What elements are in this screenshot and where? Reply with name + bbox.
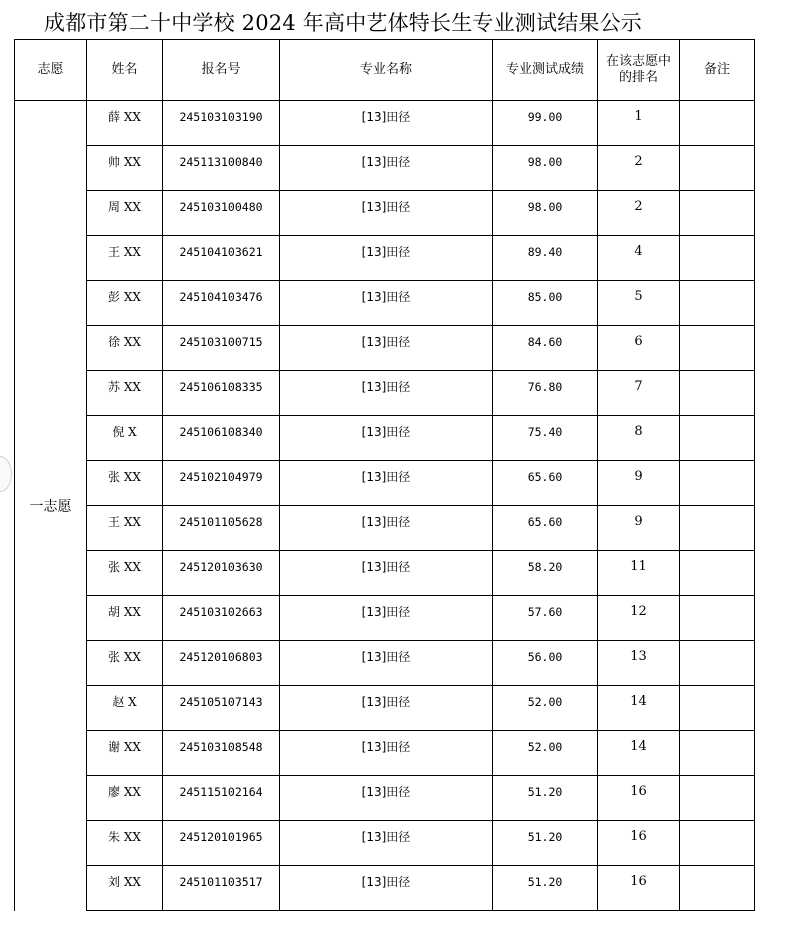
reg-no-cell: [163, 776, 280, 821]
major-cell: [280, 146, 493, 191]
name-cell: [87, 776, 163, 821]
score-cell: [493, 146, 598, 191]
remark-cell: [680, 866, 755, 911]
rank-cell: [598, 281, 680, 326]
score-cell-text: 85.00: [527, 290, 563, 304]
rank-cell-text: 16: [630, 829, 647, 844]
major-cell-text: [13]田径: [361, 425, 411, 439]
table-row: [15, 551, 755, 596]
remark-cell-text: [680, 731, 754, 740]
remark-cell-text: [680, 236, 754, 245]
rank-cell: [598, 371, 680, 416]
name-cell-text: 张 XX: [108, 650, 141, 664]
major-cell: [280, 281, 493, 326]
reg-no-cell: [163, 506, 280, 551]
major-cell-text: [13]田径: [361, 650, 411, 664]
score-cell-text: 52.00: [527, 695, 563, 709]
table-row: [15, 191, 755, 236]
major-cell-text: [13]田径: [361, 785, 411, 799]
reg-no-cell-text: 245103100715: [179, 335, 263, 349]
rank-cell-text: 8: [634, 424, 643, 439]
reg-no-cell: [163, 461, 280, 506]
major-cell: [280, 596, 493, 641]
score-cell: [493, 236, 598, 281]
name-cell-text: 廖 XX: [108, 785, 141, 799]
major-cell-text: [13]田径: [361, 200, 411, 214]
rank-cell: [598, 506, 680, 551]
name-cell-text: 苏 XX: [108, 380, 141, 394]
header-rank-line1: 在该志愿中: [605, 54, 671, 69]
name-cell-text: 周 XX: [108, 200, 141, 214]
score-cell-text: 65.60: [527, 470, 563, 484]
page-title: 成都市第二十中学校 2024 年高中艺体特长生专业测试结果公示: [44, 11, 642, 35]
major-cell: [280, 326, 493, 371]
remark-cell: [680, 461, 755, 506]
rank-cell-text: 4: [634, 244, 643, 259]
reg-no-cell: [163, 641, 280, 686]
rank-cell-text: 9: [634, 514, 643, 529]
score-cell: [493, 416, 598, 461]
remark-cell: [680, 776, 755, 821]
major-cell: [280, 821, 493, 866]
rank-cell: [598, 866, 680, 911]
name-cell: [87, 686, 163, 731]
rank-cell-text: 9: [634, 469, 643, 484]
name-cell: [87, 641, 163, 686]
header-reg-no: 报名号: [163, 40, 280, 101]
score-cell: [493, 551, 598, 596]
score-cell-text: 98.00: [527, 200, 563, 214]
reg-no-cell-text: 245103103190: [179, 110, 263, 124]
reg-no-cell: [163, 596, 280, 641]
name-cell: [87, 326, 163, 371]
score-cell: [493, 506, 598, 551]
score-cell: [493, 776, 598, 821]
remark-cell: [680, 236, 755, 281]
table-row: [15, 146, 755, 191]
name-cell: [87, 101, 163, 146]
reg-no-cell: [163, 686, 280, 731]
score-cell-text: 51.20: [527, 830, 563, 844]
score-cell-text: 98.00: [527, 155, 563, 169]
rank-cell-text: 1: [634, 109, 643, 124]
remark-cell: [680, 146, 755, 191]
remark-cell-text: [680, 776, 754, 785]
major-cell-text: [13]田径: [361, 875, 411, 889]
name-cell-text: 彭 XX: [108, 290, 141, 304]
major-cell: [280, 101, 493, 146]
reg-no-cell: [163, 821, 280, 866]
table-row: [15, 686, 755, 731]
rank-cell-text: 14: [630, 694, 647, 709]
remark-cell: [680, 506, 755, 551]
name-cell: [87, 551, 163, 596]
remark-cell-text: [680, 281, 754, 290]
score-cell-text: 51.20: [527, 785, 563, 799]
score-cell-text: 75.40: [527, 425, 563, 439]
reg-no-cell: [163, 236, 280, 281]
table-row: [15, 101, 755, 146]
name-cell: [87, 236, 163, 281]
score-cell: [493, 191, 598, 236]
rank-cell: [598, 236, 680, 281]
score-cell: [493, 326, 598, 371]
major-cell-text: [13]田径: [361, 245, 411, 259]
remark-cell: [680, 551, 755, 596]
table-row: [15, 281, 755, 326]
major-cell: [280, 641, 493, 686]
major-cell: [280, 236, 493, 281]
name-cell: [87, 416, 163, 461]
major-cell: [280, 191, 493, 236]
table-row: [15, 821, 755, 866]
remark-cell-text: [680, 866, 754, 875]
table-row: [15, 416, 755, 461]
name-cell: [87, 866, 163, 911]
rank-cell: [598, 146, 680, 191]
score-cell-text: 65.60: [527, 515, 563, 529]
reg-no-cell-text: 245104103621: [179, 245, 263, 259]
remark-cell: [680, 686, 755, 731]
name-cell-text: 倪 X: [112, 425, 137, 439]
major-cell-text: [13]田径: [361, 605, 411, 619]
table-row: [15, 326, 755, 371]
name-cell-text: 薛 XX: [108, 110, 141, 124]
name-cell-text: 朱 XX: [108, 830, 141, 844]
reg-no-cell-text: 245101103517: [179, 875, 263, 889]
reg-no-cell-text: 245120101965: [179, 830, 263, 844]
score-cell-text: 52.00: [527, 740, 563, 754]
major-cell: [280, 371, 493, 416]
score-cell-text: 57.60: [527, 605, 563, 619]
major-cell-text: [13]田径: [361, 155, 411, 169]
major-cell: [280, 866, 493, 911]
table-row: [15, 371, 755, 416]
results-table: [14, 39, 755, 911]
rank-cell-text: 13: [630, 649, 647, 664]
rank-cell: [598, 731, 680, 776]
score-cell-text: 84.60: [527, 335, 563, 349]
name-cell-text: 帅 XX: [108, 155, 141, 169]
major-cell: [280, 461, 493, 506]
major-cell-text: [13]田径: [361, 380, 411, 394]
remark-cell-text: [680, 371, 754, 380]
score-cell: [493, 731, 598, 776]
reg-no-cell-text: 245115102164: [179, 785, 263, 799]
reg-no-cell: [163, 101, 280, 146]
name-cell: [87, 731, 163, 776]
score-cell: [493, 101, 598, 146]
header-rank: [598, 40, 680, 101]
header-row: [15, 40, 755, 101]
remark-cell: [680, 416, 755, 461]
score-cell: [493, 821, 598, 866]
score-cell: [493, 281, 598, 326]
reg-no-cell: [163, 731, 280, 776]
header-rank-line2: 的排名: [618, 70, 658, 85]
score-cell: [493, 461, 598, 506]
rank-cell-text: 5: [634, 289, 643, 304]
remark-cell-text: [680, 506, 754, 515]
name-cell-text: 刘 XX: [108, 875, 141, 889]
header-major: 专业名称: [280, 40, 493, 101]
scroll-handle[interactable]: [0, 456, 12, 492]
name-cell-text: 徐 XX: [108, 335, 141, 349]
table-row: [15, 506, 755, 551]
rank-cell: [598, 101, 680, 146]
rank-cell-text: 7: [634, 379, 643, 394]
rank-cell-text: 16: [630, 784, 647, 799]
reg-no-cell-text: 245102104979: [179, 470, 263, 484]
remark-cell: [680, 596, 755, 641]
table-row: [15, 731, 755, 776]
reg-no-cell: [163, 866, 280, 911]
score-cell-text: 76.80: [527, 380, 563, 394]
remark-cell: [680, 191, 755, 236]
score-cell-text: 51.20: [527, 875, 563, 889]
name-cell-text: 赵 X: [112, 695, 137, 709]
name-cell: [87, 821, 163, 866]
score-cell: [493, 641, 598, 686]
rank-cell: [598, 776, 680, 821]
score-cell-text: 99.00: [527, 110, 563, 124]
name-cell-text: 张 XX: [108, 470, 141, 484]
reg-no-cell-text: 245113100840: [179, 155, 263, 169]
rank-cell-text: 2: [634, 154, 643, 169]
name-cell-text: 张 XX: [108, 560, 141, 574]
reg-no-cell-text: 245101105628: [179, 515, 263, 529]
table-row: [15, 596, 755, 641]
reg-no-cell-text: 245106108340: [179, 425, 263, 439]
remark-cell: [680, 641, 755, 686]
header-score: 专业测试成绩: [493, 40, 598, 101]
reg-no-cell: [163, 146, 280, 191]
reg-no-cell-text: 245104103476: [179, 290, 263, 304]
rank-cell: [598, 326, 680, 371]
rank-cell-text: 6: [634, 334, 643, 349]
reg-no-cell: [163, 551, 280, 596]
reg-no-cell: [163, 281, 280, 326]
major-cell: [280, 776, 493, 821]
rank-cell: [598, 461, 680, 506]
name-cell: [87, 191, 163, 236]
header-name: 姓名: [87, 40, 163, 101]
reg-no-cell-text: 245105107143: [179, 695, 263, 709]
reg-no-cell-text: 245103108548: [179, 740, 263, 754]
major-cell-text: [13]田径: [361, 695, 411, 709]
remark-cell-text: [680, 551, 754, 560]
reg-no-cell: [163, 416, 280, 461]
major-cell: [280, 416, 493, 461]
remark-cell-text: [680, 596, 754, 605]
rank-cell: [598, 551, 680, 596]
name-cell: [87, 461, 163, 506]
header-remark: 备注: [680, 40, 755, 101]
rank-cell: [598, 596, 680, 641]
rank-cell-text: 14: [630, 739, 647, 754]
remark-cell: [680, 371, 755, 416]
score-cell: [493, 866, 598, 911]
reg-no-cell: [163, 371, 280, 416]
name-cell-text: 王 XX: [108, 515, 141, 529]
reg-no-cell-text: 245120103630: [179, 560, 263, 574]
score-cell-text: 56.00: [527, 650, 563, 664]
header-choice: 志愿: [15, 40, 87, 101]
major-cell-text: [13]田径: [361, 110, 411, 124]
name-cell-text: 胡 XX: [108, 605, 141, 619]
table-row: [15, 236, 755, 281]
remark-cell-text: [680, 641, 754, 650]
rank-cell-text: 12: [630, 604, 647, 619]
major-cell: [280, 686, 493, 731]
table-row: [15, 776, 755, 821]
table-row: [15, 641, 755, 686]
name-cell: [87, 596, 163, 641]
name-cell-text: 谢 XX: [108, 740, 141, 754]
rank-cell-text: 11: [630, 559, 647, 574]
score-cell-text: 89.40: [527, 245, 563, 259]
remark-cell: [680, 326, 755, 371]
remark-cell: [680, 101, 755, 146]
reg-no-cell-text: 245103100480: [179, 200, 263, 214]
remark-cell-text: [680, 146, 754, 155]
score-cell: [493, 686, 598, 731]
remark-cell: [680, 281, 755, 326]
major-cell-text: [13]田径: [361, 830, 411, 844]
rank-cell: [598, 641, 680, 686]
major-cell-text: [13]田径: [361, 290, 411, 304]
major-cell: [280, 551, 493, 596]
name-cell: [87, 281, 163, 326]
remark-cell-text: [680, 821, 754, 830]
table-row: [15, 866, 755, 911]
choice-cell: 一志愿: [15, 101, 87, 911]
rank-cell: [598, 191, 680, 236]
remark-cell-text: [680, 191, 754, 200]
score-cell: [493, 596, 598, 641]
major-cell-text: [13]田径: [361, 560, 411, 574]
rank-cell: [598, 686, 680, 731]
score-cell: [493, 371, 598, 416]
remark-cell-text: [680, 461, 754, 470]
major-cell-text: [13]田径: [361, 335, 411, 349]
rank-cell-text: 16: [630, 874, 647, 889]
name-cell: [87, 506, 163, 551]
reg-no-cell: [163, 326, 280, 371]
table-row: [15, 461, 755, 506]
major-cell-text: [13]田径: [361, 515, 411, 529]
major-cell: [280, 731, 493, 776]
name-cell-text: 王 XX: [108, 245, 141, 259]
rank-cell: [598, 416, 680, 461]
reg-no-cell: [163, 191, 280, 236]
name-cell: [87, 146, 163, 191]
rank-cell: [598, 821, 680, 866]
remark-cell-text: [680, 326, 754, 335]
remark-cell-text: [680, 416, 754, 425]
remark-cell: [680, 731, 755, 776]
rank-cell-text: 2: [634, 199, 643, 214]
major-cell-text: [13]田径: [361, 740, 411, 754]
remark-cell-text: [680, 101, 754, 110]
major-cell-text: [13]田径: [361, 470, 411, 484]
score-cell-text: 58.20: [527, 560, 563, 574]
major-cell: [280, 506, 493, 551]
reg-no-cell-text: 245106108335: [179, 380, 263, 394]
remark-cell-text: [680, 686, 754, 695]
reg-no-cell-text: 245103102663: [179, 605, 263, 619]
name-cell: [87, 371, 163, 416]
remark-cell: [680, 821, 755, 866]
reg-no-cell-text: 245120106803: [179, 650, 263, 664]
